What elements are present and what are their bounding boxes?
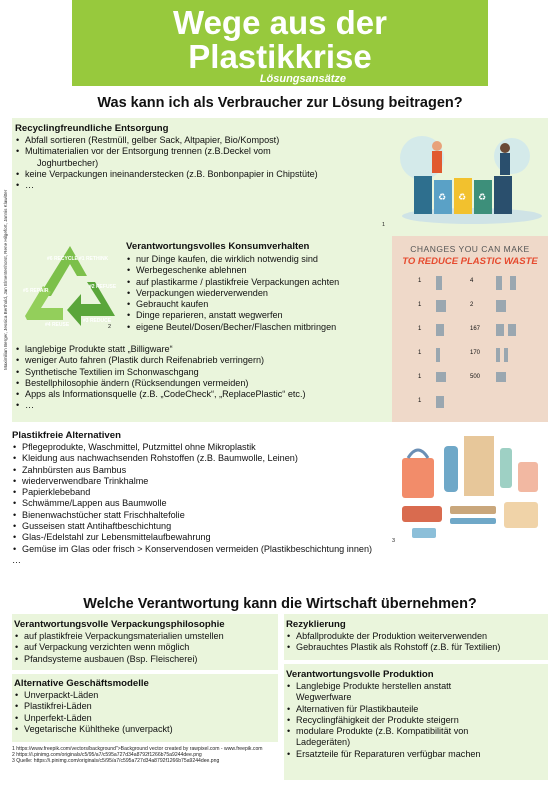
svg-text:♻: ♻ <box>478 193 487 203</box>
business-models-list <box>12 690 278 735</box>
list-item: • weniger Auto fahren (Plastik durch Reifenabrieb verringern) <box>15 355 391 366</box>
cycle-label-refuse: #2 REFUSE <box>89 284 117 290</box>
list-item: • Plastikfrei-Läden <box>14 701 278 712</box>
svg-text:♻: ♻ <box>458 193 467 203</box>
plastic-free-products-illustration <box>392 428 548 546</box>
question-economy: Welche Verantwortung kann die Wirtschaft übernehmen? <box>83 596 477 612</box>
list-item: • modulare Produkte (z.B. Kompatibilität von <box>286 726 548 737</box>
poster-title-line1: Wege aus der <box>173 4 387 41</box>
list-item: • Vegetarische Kühltheke (unverpackt) <box>14 724 278 735</box>
svg-text:♻: ♻ <box>438 193 447 203</box>
cycle-label-reduce: #3 REDUCE <box>83 318 112 324</box>
reduce-plastic-poster <box>392 236 548 422</box>
section-alternatives <box>12 428 392 584</box>
poster-subtitle: Lösungsansätze <box>259 73 346 85</box>
list-item: • Apps als Informationsquelle (z.B. „CodeCheck“, „ReplacePlastic“ etc.) <box>15 389 391 400</box>
recycling-list <box>12 135 392 191</box>
section-title: Plastikfreie Alternativen <box>12 430 121 441</box>
cycle-label-repair: #5 REPAIR <box>23 288 49 294</box>
recycling-bins-illustration <box>392 118 548 236</box>
poster-header <box>72 0 488 86</box>
list-item: • Recyclingfähigkeit der Produkte steigern <box>286 715 548 726</box>
list-item: • Alternativen für Plastikbauteile <box>286 704 548 715</box>
section-recycling <box>12 118 392 236</box>
list-item: • langlebige Produkte statt „Billigware“ <box>15 344 391 355</box>
list-item: • keine Verpackungen ineinanderstecken (z.B. Bonbonpapier in Chipstüte) <box>15 169 392 180</box>
list-item: • Papierklebeband <box>12 487 392 498</box>
list-item: • Unverpackt-Läden <box>14 690 278 701</box>
list-item: • Gusseisen statt Antihaftbeschichtung <box>12 521 392 532</box>
list-item: • wiederverwendbare Trinkhalme <box>12 476 392 487</box>
packaging-list <box>12 631 278 665</box>
list-ellipsis: … <box>12 554 21 565</box>
list-item: • Synthetische Textilien im Schonwaschgang <box>15 367 391 378</box>
list-item: • Schwämme/Lappen aus Baumwolle <box>12 498 392 509</box>
list-item: • Gebraucht kaufen <box>126 299 392 310</box>
list-item: • … <box>15 400 391 411</box>
poster-grid: 1 1 1 1 1 1 4 2 167 170 500 <box>400 274 540 414</box>
section-title: Recyclingfreundliche Entsorgung <box>15 123 169 134</box>
recycle-cycle-illustration <box>17 242 123 334</box>
footnote-3: 3 Quelle: https://i.pinimg.com/originals/c5/95/a7/c595a727d34a8792f1266b75a9244dee.png <box>12 758 220 765</box>
consumption-list <box>126 254 392 333</box>
section-packaging-philosophy <box>12 614 278 670</box>
consumption-list-extended <box>15 344 391 412</box>
list-item: • … <box>15 180 392 191</box>
list-item: • Ersatzteile für Reparaturen verfügbar machen <box>286 749 548 760</box>
list-item: • Verpackungen wiederverwenden <box>126 288 392 299</box>
list-item: • Unperfekt-Läden <box>14 713 278 724</box>
production-list <box>284 681 548 760</box>
list-item: • Pfandsysteme ausbauen (Bsp. Fleischerei) <box>14 654 278 665</box>
poster-caption-top: CHANGES YOU CAN MAKE <box>410 244 530 254</box>
list-item: • Bestellphilosophie ändern (Rücksendungen vermeiden) <box>15 378 391 389</box>
list-item: • Abfall sortieren (Restmüll, gelber Sack, Altpapier, Bio/Kompost) <box>15 135 392 146</box>
reference-mark: 1 <box>382 222 386 228</box>
question-consumer: Was kann ich als Verbraucher zur Lösung beitragen? <box>97 95 463 111</box>
list-item: Wegwerfware <box>296 692 352 703</box>
list-item: • Kleidung aus nachwachsenden Rohstoffen (z.B. Baumwolle, Leinen) <box>12 453 392 464</box>
list-item: • Bienenwachstücher statt Frischhaltefolie <box>12 510 392 521</box>
poster-title-line2: Plastikkrise <box>188 38 372 75</box>
alternatives-list <box>12 442 392 555</box>
list-item: • auf Verpackung verzichten wenn möglich <box>14 642 278 653</box>
list-item: • Dinge reparieren, anstatt wegwerfen <box>126 310 392 321</box>
list-item: • Abfallprodukte der Produktion weiterverwenden <box>286 631 548 642</box>
reference-mark: 2 <box>108 324 112 330</box>
section-title: Verantwortungsvolle Verpackungsphilosophie <box>14 619 225 630</box>
list-item: • Multimaterialien vor der Entsorgung trennen (z.B.Deckel vom <box>15 146 392 157</box>
section-consumption <box>12 236 392 422</box>
section-recycling-economy <box>284 614 548 660</box>
cycle-label-rethink: #1 RETHINK <box>79 256 109 262</box>
list-item: • auf plastikfreie Verpackungsmaterialien umstellen <box>14 631 278 642</box>
cycle-label-recycle: #6 RECYCLE <box>47 256 78 262</box>
cycle-label-reuse: #4 REUSE <box>45 322 70 328</box>
section-title: Verantwortungsvolle Produktion <box>286 669 434 680</box>
section-title: Verantwortungsvolles Konsumverhalten <box>126 241 310 252</box>
poster-caption-main: TO REDUCE PLASTIC WASTE <box>402 256 538 267</box>
reference-mark: 3 <box>392 538 396 544</box>
list-item: • auf plastikarme / plastikfreie Verpackungen achten <box>126 277 392 288</box>
footnotes <box>12 746 282 765</box>
list-item: • Werbegeschenke ablehnen <box>126 265 392 276</box>
author-credit: Maximilian Berger, Jessica Berthold, Jan Elmentenhorst, Rene Hilgefort, Jannis Klawitter <box>3 189 8 371</box>
footnote-1: 1 https://www.freepik.com/vectors/background">Background vector created by rawpixel.com - www.freepik.com <box>12 746 263 752</box>
list-item: • Langlebige Produkte herstellen anstatt <box>286 681 548 692</box>
section-business-models <box>12 674 278 742</box>
list-item: • Glas-/Edelstahl zur Lebensmittelaufbewahrung <box>12 532 392 543</box>
list-item: • Pflegeprodukte, Waschmittel, Putzmittel ohne Mikroplastik <box>12 442 392 453</box>
list-item: • Zahnbürsten aus Bambus <box>12 465 392 476</box>
list-item: • Gebrauchtes Plastik als Rohstoff (z.B. für Textilien) <box>286 642 548 653</box>
section-title: Rezyklierung <box>286 619 346 630</box>
list-item: • Gemüse im Glas oder frisch > Konservendosen vermeiden (Plastikbeschichtung innen) <box>12 544 392 555</box>
section-title: Alternative Geschäftsmodelle <box>14 678 149 689</box>
section-responsible-production <box>284 664 548 780</box>
list-item: Joghurtbecher) <box>37 157 99 168</box>
footnote-2: 2 https://i.pinimg.com/originals/c5/95/a7/c595a727d34a8792f1266b75a9244dee.png <box>12 752 202 759</box>
list-item: • nur Dinge kaufen, die wirklich notwendig sind <box>126 254 392 265</box>
recycling-economy-list <box>284 631 548 654</box>
list-item: • eigene Beutel/Dosen/Becher/Flaschen mitbringen <box>126 322 392 333</box>
list-item: Ladegeräten) <box>296 737 351 748</box>
